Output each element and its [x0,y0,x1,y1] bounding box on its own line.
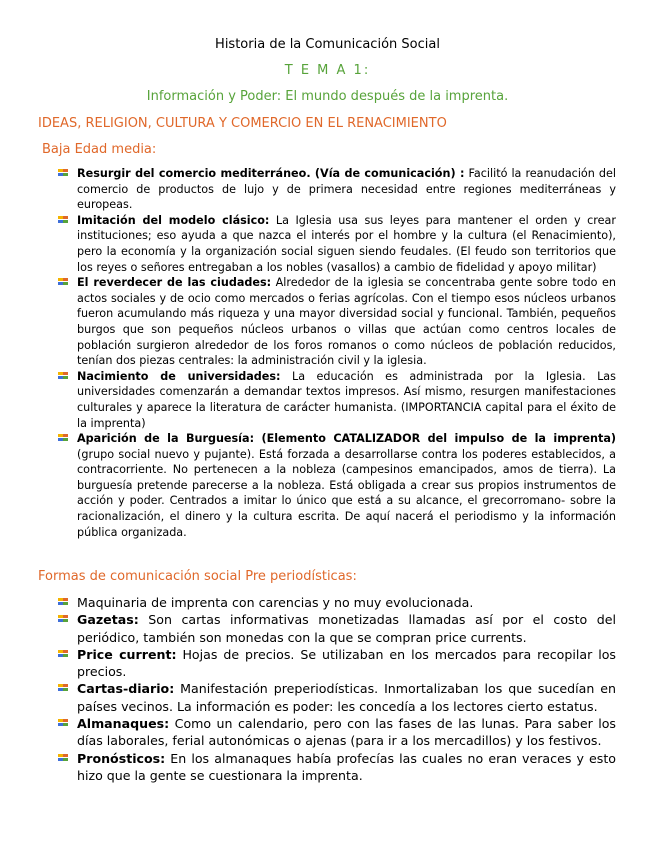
list-term: Aparición de la Burguesía: (Elemento CATALIZADOR del impulso de la imprenta) [77,432,616,446]
list-item [77,369,616,431]
list-item [77,275,616,369]
list-item [77,213,616,275]
list-term: Almanaques: [77,716,170,732]
list-item [77,166,616,213]
bullet-icon [57,215,69,225]
bullet-icon [57,649,69,659]
document-title: Historia de la Comunicación Social [215,37,440,52]
list-text: Maquinaria de imprenta con carencias y no muy evolucionada. [77,595,474,610]
bullet-icon [57,433,69,443]
list-term: Resurgir del comercio mediterráneo. (Vía de comunicación) : [77,167,465,180]
list-item [77,431,616,540]
section-heading-formas-comunicacion: Formas de comunicación social Pre periodísticas: [38,569,357,584]
list-term: Cartas-diario: [77,681,175,697]
list-item [77,680,616,715]
list-text: (grupo social nuevo y pujante). Está forzada a desarrollarse contra los poderes establecidos, a contracorriente. No pertenecen a la nobleza (campesinos emancipados, amos de tierra). La burguesía pretende parecerse a la nobleza. Está obligada a crear sus propios instrumentos de acción y poder. Centrados a imitar lo único que está a su alcance, el grecorromano- sobre la racionalización, el dinero y la cultura escrita. De aquí nacerá el periodismo y la información pública organizada. [77,447,616,539]
list-term: Pronósticos: [77,750,166,766]
baja-edad-media-list [77,166,616,540]
bullet-icon [57,277,69,287]
bullet-icon [57,614,69,624]
bullet-icon [57,753,69,763]
list-term: El reverdecer de las ciudades: [77,276,272,290]
list-text: Facilitó la reanudación del comercio de productos de lujo y de primera necesidad entre regiones mediterráneas y europeas. [77,167,616,212]
bullet-icon [57,683,69,693]
formas-comunicacion-list [77,594,616,784]
list-term: Nacimiento de universidades: [77,369,281,383]
list-text: Hojas de precios. Se utilizaban en los mercados para recopilar los precios. [77,646,616,680]
list-item [77,715,616,750]
topic-subtitle: Información y Poder: El mundo después de la imprenta. [146,89,509,104]
list-term: Price current: [77,646,177,662]
section-heading-renacimiento: IDEAS, RELIGION, CULTURA Y COMERCIO EN EL RENACIMIENTO [38,116,447,131]
list-item [77,750,616,785]
list-item [77,611,616,646]
topic-number: T E M A 1: [284,63,371,78]
list-term: Imitación del modelo clásico: [77,213,270,227]
list-text: Son cartas informativas monetizadas llamadas así por el costo del periódico, también son monedas con la que se compran price currents. [77,612,616,645]
section-heading-baja-edad-media: Baja Edad media: [42,142,157,157]
bullet-icon [57,718,69,728]
list-text: La Iglesia usa sus leyes para mantener el orden y crear instituciones; eso ayuda a que nazca el interés por el hombre y la cultura (el Renacimiento), pero la economía y la organización social siguen siendo feudales. (El feudo son territorios que los reyes o señores entregaban a los nobles (vasallos) a cambio de fidelidad y apoyo militar) [77,213,616,274]
list-text: Como un calendario, pero con las fases de las lunas. Para saber los días laborales, ferial autonómicas o ajenas (para ir a los mercadillos) y los festivos. [77,716,616,749]
bullet-icon [57,371,69,381]
list-item [77,646,616,681]
list-text: La educación es administrada por la Iglesia. Las universidades comenzarán a demandar textos impresos. Así mismo, resurgen manifestaciones culturales y aparece la literatura de carácter humanista. (IMPORTANCIA capital para el éxito de la imprenta) [77,369,616,430]
list-text: Alrededor de la iglesia se concentraba gente sobre todo en actos sociales y de ocio como mercados o ferias agrícolas. Con el tiempo esos núcleos urbanos fueron acumulando más riqueza y una mayor diversidad social y funcional. También, pequeños burgos que son pequeños núcleos urbanos o villas que actúan como centros locales de población surgieron alrededor de los foros romanos o como núcleos de población reducidos, tenían dos piezas centrales: la administración civil y la iglesia. [77,276,616,368]
bullet-icon [57,168,69,178]
list-term: Gazetas: [77,612,139,628]
list-text: En los almanaques había profecías las cuales no eran veraces y esto hizo que la gente se cuestionara la imprenta. [77,750,616,783]
bullet-icon [57,597,69,607]
list-text: Manifestación preperiodísticas. Inmortalizaban los que sucedían en países vecinos. La información es poder: les concedía a los lectores cierto estatus. [77,681,616,714]
list-item [77,594,616,611]
